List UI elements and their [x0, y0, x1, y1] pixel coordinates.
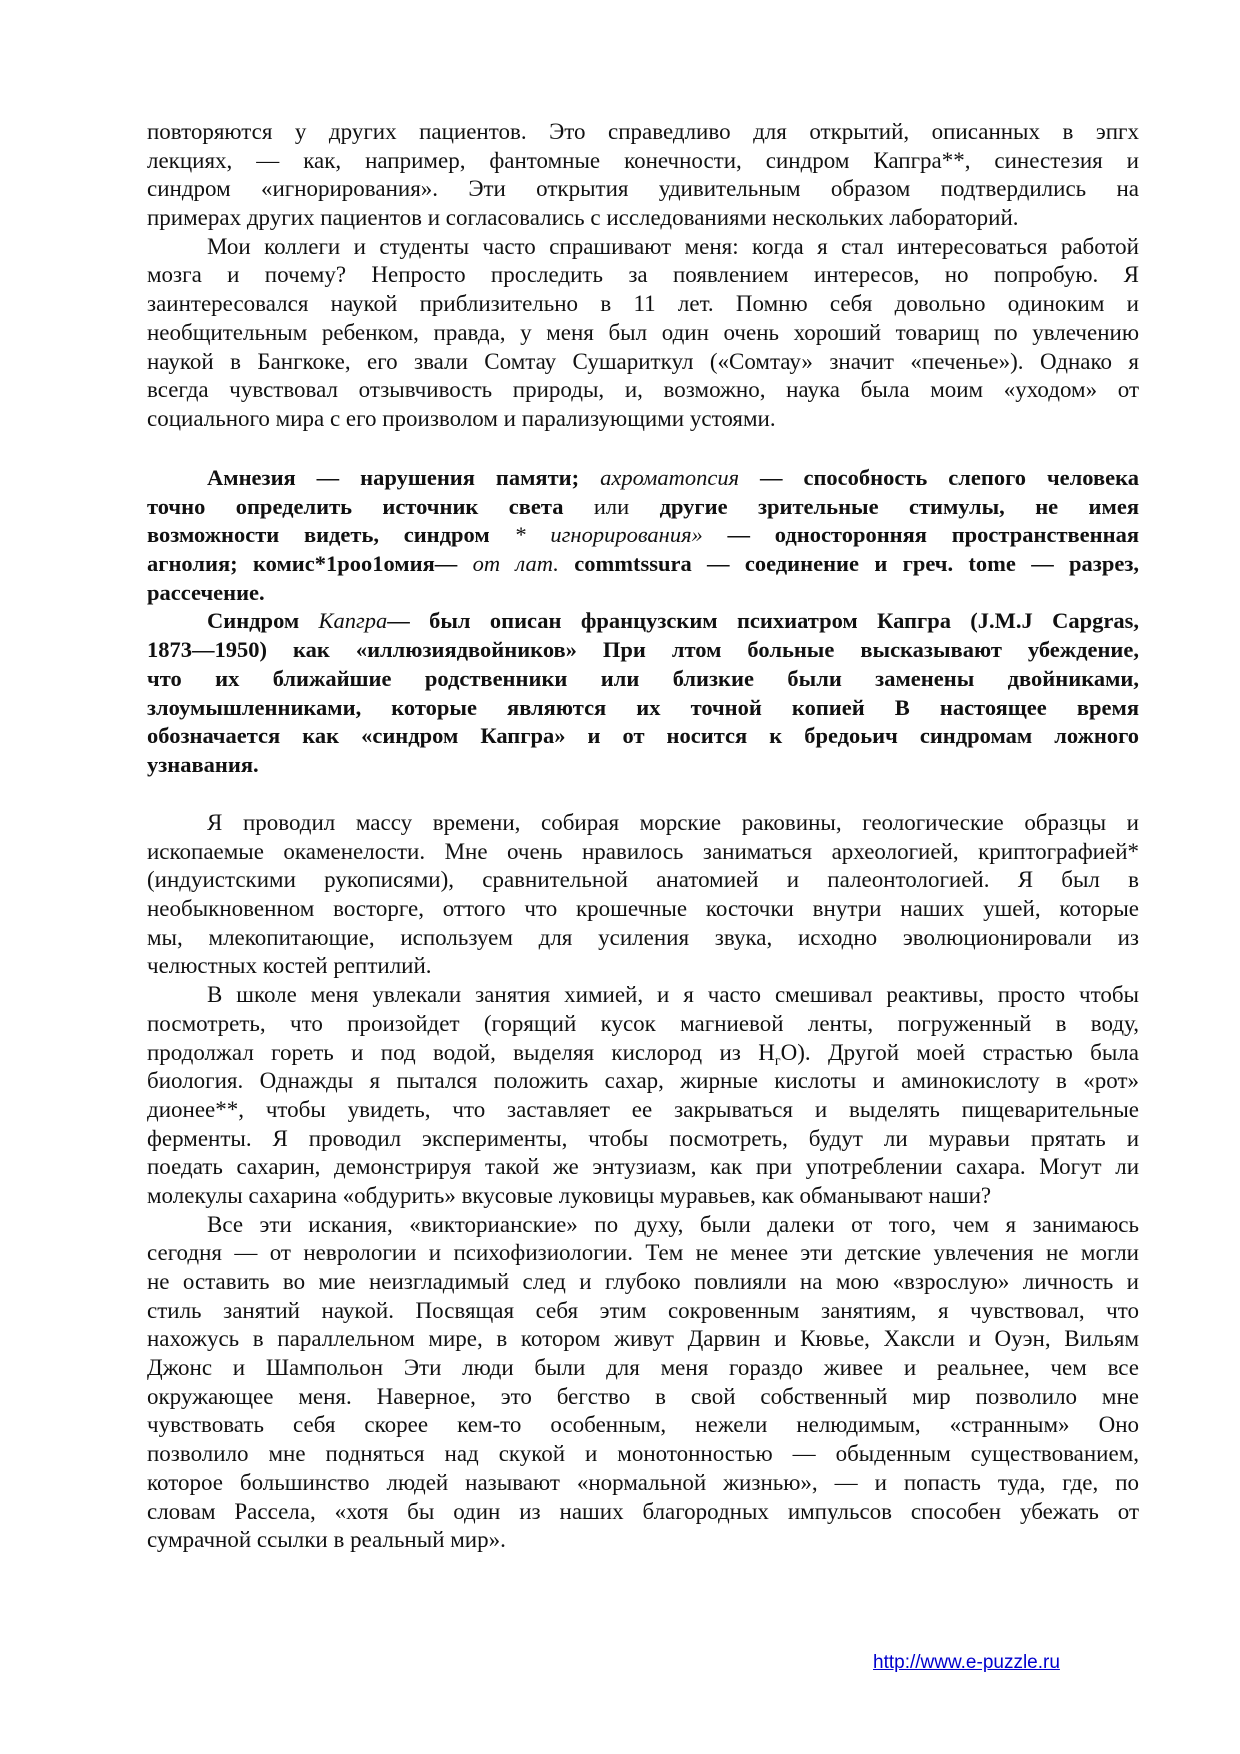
- paragraph: [147, 118, 1139, 233]
- text-segment: — был описан французским психиатром Капгра (J.M.J Capgras,: [387, 608, 1139, 634]
- text-line: ископаемые окаменелости. Мне очень нравилось заниматься археологией, криптографией*: [147, 838, 1139, 864]
- text-line: [147, 607, 1139, 636]
- text-line: что их ближайшие родственники или близкие были заменены двойниками,: [147, 665, 1139, 691]
- text-line: ферменты. Я проводил эксперименты, чтобы посмотреть, будут ли муравьи прятать и: [147, 1125, 1139, 1151]
- text-line: (индуистскими рукописями), сравнительной анатомией и палеонтологией. Я был в: [147, 867, 1139, 893]
- text-line: необыкновенном восторге, оттого что крошечные косточки внутри наших ушей, которые: [147, 896, 1139, 922]
- text-segment: или: [593, 493, 630, 519]
- text-line: посмотреть, что произойдет (горящий кусок магниевой ленты, погруженный в воду,: [147, 1010, 1139, 1036]
- text-line: Джонс и Шампольон Эти люди были для меня гораздо живее и реальнее, чем все: [147, 1355, 1139, 1381]
- text-line: [147, 493, 1139, 522]
- text-line: наукой в Бангкоке, его звали Сомтау Сушариткул («Сомтау» значит «печенье»). Однако я: [147, 348, 1139, 374]
- paragraph: [147, 464, 1139, 607]
- footer-website-link[interactable]: http://www.e-puzzle.ru: [873, 1652, 1060, 1673]
- text-line: Все эти искания, «викторианские» по духу, были далеки от того, чем я занимаюсь: [207, 1211, 1139, 1237]
- text-line: дионее**, чтобы увидеть, что заставляет ее закрываться и выделять пищеварительные: [147, 1096, 1139, 1122]
- text-line: злоумышленниками, которые являются их точной копией В настоящее время: [147, 694, 1139, 720]
- text-segment: Синдром: [207, 608, 319, 634]
- text-line: заинтересовался наукой приблизительно в 11 лет. Помню себя довольно одиноким и: [147, 291, 1139, 317]
- paragraph: [147, 607, 1139, 779]
- text-line: биология. Однажды я пытался положить сахар, жирные кислоты и аминокислоту в «рот»: [147, 1068, 1139, 1094]
- paragraph: [147, 233, 1139, 434]
- text-line: позволило мне подняться над скукой и монотонностью — обыденным существованием,: [147, 1441, 1139, 1467]
- text-line: стиль занятий наукой. Посвящая себя этим сокровенным занятиям, я чувствовал, что: [147, 1297, 1139, 1323]
- text-line: Я проводил массу времени, собирая морские раковины, геологические образцы и: [207, 810, 1139, 835]
- text-line: [147, 550, 1139, 579]
- text-line: примерах других пациентов и согласовались с исследованиями нескольких лабораторий.: [147, 205, 1019, 231]
- text-block-footnotes: [147, 464, 1139, 780]
- text-line: [147, 464, 1139, 493]
- text-line: не оставить во мие неизгладимый след и глубоко повлияли на мою «взрослую» личность и: [147, 1269, 1139, 1294]
- text-line: окружающее меня. Наверное, это бегство в свой собственный мир позволило мне: [147, 1383, 1139, 1409]
- text-block-intro: [147, 118, 1139, 434]
- text-line: мозга и почему? Непросто проследить за появлением интересов, но попробую. Я: [147, 262, 1139, 288]
- text-line: нахожусь в параллельном мире, в котором живут Дарвин и Кювье, Хаксли и Оуэн, Вильям: [147, 1326, 1139, 1352]
- text-line: которое большинство людей называют «нормальной жизнью», — и попасть туда, где, по: [147, 1469, 1139, 1495]
- text-segment: Амнезия — нарушения памяти;: [207, 465, 601, 490]
- text-line: поедать сахарин, демонстрируя такой же энтузиазм, как при употреблении сахара. Могут ли: [147, 1154, 1139, 1180]
- text-segment: возможности видеть, синдром: [147, 522, 515, 548]
- text-line: молекулы сахарина «обдурить» вкусовые луковицы муравьев, как обманывают наши?: [147, 1182, 992, 1208]
- text-line: 1873—1950) как «иллюзиядвойников» При лтом больные высказывают убеждение,: [147, 637, 1139, 663]
- paragraph: [147, 809, 1139, 981]
- text-line: чувствовать себя скорее кем-то особенным, нежели нелюдимым, «странным» Оно: [147, 1412, 1139, 1438]
- text-line: В школе меня увлекали занятия химией, и я часто смешивал реактивы, просто чтобы: [207, 982, 1139, 1008]
- text-line: синдром «игнорирования». Эти открытия удивительным образом подтвердились на: [147, 176, 1139, 202]
- text-line: словам Рассела, «хотя бы один из наших благородных импульсов способен убежать от: [147, 1498, 1139, 1524]
- text-segment: продолжал гореть и под водой, выделяя кислород из Н: [147, 1039, 775, 1065]
- italic-term: от лат.: [457, 551, 575, 577]
- italic-term: ахроматопсия: [600, 465, 740, 490]
- text-segment: точно определить источник света: [147, 493, 594, 519]
- text-line: челюстных костей рептилий.: [147, 953, 432, 979]
- text-line: лекциях, — как, например, фантомные конечности, синдром Капгра**, синестезия и: [147, 147, 1139, 173]
- text-segment: другие зрительные стимулы, не имея: [629, 493, 1139, 519]
- italic-term: Капгра: [318, 608, 388, 634]
- text-line: повторяются у других пациентов. Это справедливо для открытий, описанных в эпгх: [147, 119, 1139, 144]
- text-line: сумрачной ссылки в реальный мир».: [147, 1527, 506, 1553]
- text-line: узнавания.: [147, 751, 259, 777]
- text-line: сегодня — от неврологии и психофизиологии. Тем не менее эти детские увлечения не могли: [147, 1240, 1139, 1266]
- text-line: всегда чувствовал отзывчивость природы, и, возможно, наука была моим «уходом» от: [147, 377, 1139, 403]
- text-line: Мои коллеги и студенты часто спрашивают меня: когда я стал интересоваться работой: [207, 233, 1139, 259]
- text-block-childhood: [147, 809, 1139, 1555]
- paragraph: [147, 981, 1139, 1211]
- text-line: социального мира с его произволом и парализующими устоями.: [147, 405, 776, 431]
- text-segment: — односторонняя пространственная: [702, 522, 1139, 548]
- subscript: г: [774, 1053, 781, 1069]
- text-line: мы, млекопитающие, используем для усиления звука, исходно эволюционировали из: [147, 924, 1139, 950]
- text-segment: О). Другой моей страстью была: [780, 1039, 1139, 1065]
- text-line: [147, 521, 1139, 550]
- text-segment: — способность слепого человека: [739, 465, 1139, 490]
- italic-term: * игнорирования»: [514, 522, 703, 548]
- paragraph: [147, 1211, 1139, 1555]
- text-line: необщительным ребенком, правда, у меня был один очень хороший товарищ по увлечению: [147, 319, 1139, 345]
- text-line: [147, 1039, 1139, 1068]
- text-segment: commtssura — соединение и греч. tome — разрез,: [574, 551, 1140, 577]
- text-line: обозначается как «синдром Капгра» и от носится к бредоьич синдромам ложного: [147, 723, 1139, 749]
- text-segment: агнолия; комис*1роо1омия—: [147, 551, 458, 577]
- text-line: рассечение.: [147, 579, 265, 605]
